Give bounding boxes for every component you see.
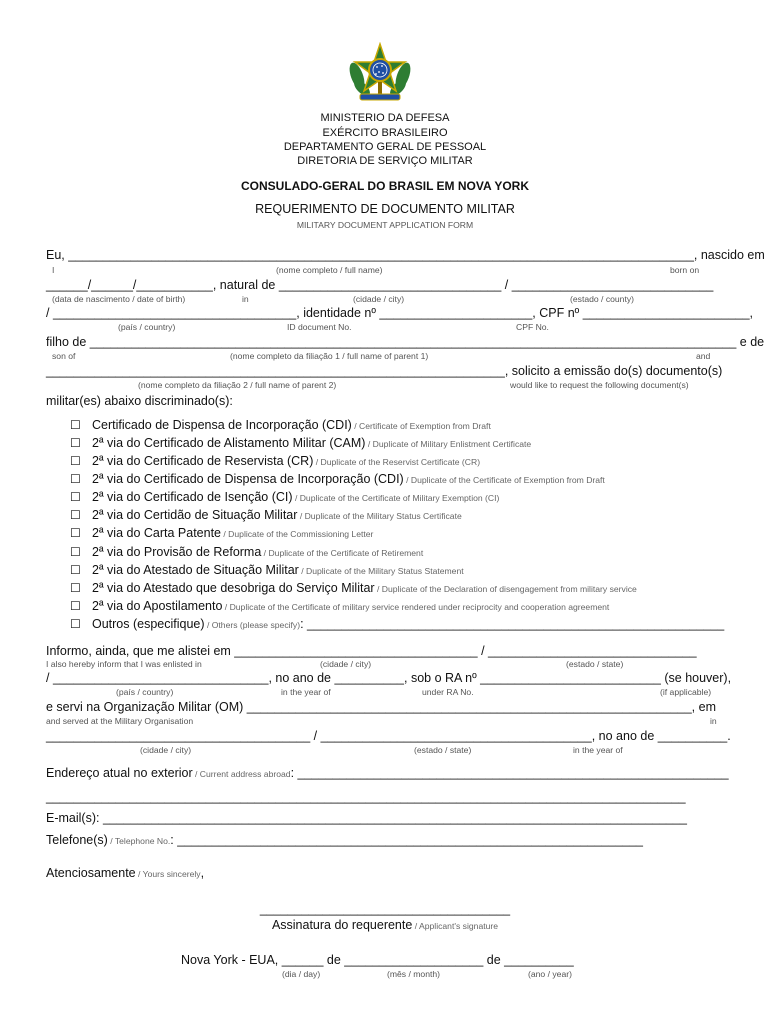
checkbox[interactable]: ☐ [70,545,81,559]
doc-label: Certificado de Dispensa de Incorporação (CDI) [92,418,352,432]
doc-label: 2ª via do Certificado de Reservista (CR) [92,454,314,468]
doc-label: 2ª via do Certificado de Alistamento Militar (CAM) [92,436,366,450]
doc-label-en: / Duplicate of the Certificate of Exemption from Draft [403,475,605,485]
doc-label: 2ª via do Apostilamento [92,599,223,613]
doc-option-apostilamento[interactable] [70,599,609,613]
birth-line[interactable]: ______/______/___________, natural de ________________________________ / _____________________________ [46,278,714,292]
om-location-sub-c: in the year of [573,745,623,755]
checkbox[interactable]: ☐ [70,563,81,577]
request-line: militar(es) abaixo discriminado(s): [46,394,233,408]
consulate-title: CONSULADO-GERAL DO BRASIL EM NOVA YORK [240,179,530,193]
om-location-sub-a: (cidade / city) [140,745,192,755]
enlisted-year-sub-d: (if applicable) [660,687,712,697]
enlisted-line[interactable]: Informo, ainda, que me alistei em ___________________________________ / ______________________________ [46,644,697,658]
doc-label-en: / Certificate of Exemption from Draft [351,421,491,431]
form-title-en: MILITARY DOCUMENT APPLICATION FORM [296,220,474,230]
checkbox[interactable]: ☐ [70,599,81,613]
identity-line[interactable]: / ___________________________________, identidade nº ______________________, CPF nº ________________________, [46,306,754,320]
doc-label-en: / Duplicate of the Military Status Statement [298,566,464,576]
parent1-sub-b: (nome completo da filiação 1 / full name of parent 1) [230,351,429,361]
checkbox[interactable]: ☐ [70,526,81,540]
checkbox[interactable]: ☐ [70,454,81,468]
checkbox[interactable]: ☐ [70,508,81,522]
doc-label-en: / Duplicate of the Reservist Certificate (CR) [313,457,481,467]
sincerely-label-en: / Yours sincerely [135,869,201,879]
parent1-line[interactable]: filho de _____________________________________________________________________________________________ e de [46,335,765,349]
header-line-3: DEPARTAMENTO GERAL DE PESSOAL [283,141,487,153]
doc-option-cr[interactable] [70,454,480,468]
date-line[interactable]: Nova York - EUA, ______ de ____________________ de __________ [181,953,574,967]
phone-label-en: / Telephone No. [107,836,171,846]
om-location-sub-b: (estado / state) [414,745,472,755]
checkbox[interactable]: ☐ [70,617,81,631]
phone-label: Telefone(s) [46,833,108,847]
signature-label: Assinatura do requerente [271,918,413,932]
enlisted-sub-b: (cidade / city) [320,659,372,669]
form-title: REQUERIMENTO DE DOCUMENTO MILITAR [255,202,515,216]
full-name-sub-a: I [52,265,55,275]
doc-option-cdi[interactable] [70,418,491,432]
om-sub-a: and served at the Military Organisation [46,716,194,726]
full-name-sub-b: (nome completo / full name) [276,265,383,275]
header-line-4: DIRETORIA DE SERVIÇO MILITAR [297,155,473,167]
address-label-en: / Current address abroad [192,769,291,779]
checkbox[interactable]: ☐ [70,472,81,486]
om-sub-b: in [710,716,717,726]
parent1-sub-a: son of [52,351,76,361]
doc-option-cam[interactable] [70,436,531,450]
doc-label: 2ª via do Carta Patente [92,526,222,540]
doc-label-en: / Duplicate of the Certificate of Military Exemption (CI) [292,493,500,503]
sincerely-line [46,866,204,880]
enlisted-year-line[interactable]: / _______________________________, no ano de __________, sob o RA nº __________________________ (se houver), [46,671,732,685]
address-line-2[interactable]: ____________________________________________________________________________________________ [46,790,686,804]
signature-label-en: / Applicant's signature [412,921,499,931]
doc-option-cdi-dup[interactable] [70,472,605,486]
identity-sub-b: ID document No. [287,322,352,332]
email-line[interactable]: E-mail(s): ____________________________________________________________________________________ [46,811,687,825]
om-location-line[interactable]: ______________________________________ / _______________________________________, no ano de __________. [46,729,731,743]
doc-label-en: / Duplicate of the Certificate of Retirement [261,548,424,558]
doc-label: 2ª via do Certidão de Situação Militar [92,508,298,522]
date-month-sub: (mês / month) [387,969,441,979]
doc-label-en: / Duplicate of Military Enlistment Certificate [365,439,532,449]
doc-label-en: / Duplicate of the Commissioning Letter [221,529,374,539]
birth-sub-b: in [242,294,249,304]
parent2-sub-b: would like to request the following document(s) [510,380,689,390]
identity-sub-c: CPF No. [516,322,549,332]
phone-line[interactable] [46,833,643,847]
header-line-1: MINISTERIO DA DEFESA [320,112,450,124]
parent1-sub-c: and [696,351,711,361]
doc-option-ci[interactable] [70,490,499,504]
doc-option-carta-patente[interactable] [70,526,373,540]
doc-label-en: / Duplicate of the Certificate of military service rendered under reciprocity and cooperation agreement [222,602,610,612]
full-name-sub-c: born on [670,265,700,275]
others-field[interactable]: : ____________________________________________________________ [300,617,725,631]
checkbox[interactable]: ☐ [70,418,81,432]
doc-label-en: / Duplicate of the Declaration of disengagement from military service [374,584,637,594]
checkbox[interactable]: ☐ [70,490,81,504]
doc-option-desobriga[interactable] [70,581,637,595]
doc-label: 2ª via do Atestado que desobriga do Serviço Militar [92,581,375,595]
doc-option-reforma[interactable] [70,545,423,559]
checkbox[interactable]: ☐ [70,581,81,595]
enlisted-sub-c: (estado / state) [566,659,624,669]
enlisted-year-sub-b: in the year of [281,687,331,697]
address-line[interactable] [46,766,729,780]
sincerely-label: Atenciosamente [46,866,136,880]
birth-sub-a: (data de nascimento / date of birth) [52,294,186,304]
signature-caption [0,918,770,932]
doc-option-atestado-situacao[interactable] [70,563,464,577]
parent2-line[interactable]: __________________________________________________________________, solicito a emissão do(s) documento(s) [46,364,723,378]
om-line[interactable]: e servi na Organização Militar (OM) ________________________________________________________________, em [46,700,716,714]
doc-label: 2ª via do Atestado de Situação Militar [92,563,299,577]
checkbox[interactable]: ☐ [70,436,81,450]
doc-option-certidao[interactable] [70,508,462,522]
address-field[interactable]: : ______________________________________________________________ [290,766,729,780]
enlisted-sub-a: I also hereby inform that I was enlisted in [46,659,202,669]
doc-label-en: / Duplicate of the Military Status Certificate [297,511,462,521]
header-line-2: EXÉRCITO BRASILEIRO [322,127,448,139]
enlisted-year-sub-c: under RA No. [422,687,474,697]
signature-line[interactable]: ____________________________________ [259,902,511,916]
phone-field[interactable]: : ___________________________________________________________________ [170,833,644,847]
doc-option-outros[interactable] [70,617,724,631]
coat-of-arms-emblem [348,42,412,104]
doc-label: 2ª via do Provisão de Reforma [92,545,262,559]
doc-label: 2ª via do Certificado de Dispensa de Incorporação (CDI) [92,472,404,486]
doc-label: Outros (especifique) [92,617,205,631]
full-name-line[interactable]: Eu, __________________________________________________________________________________________, nascido em [46,248,765,262]
sincerely-comma: , [200,866,205,880]
enlisted-year-sub-a: (país / country) [116,687,174,697]
parent2-sub-a: (nome completo da filiação 2 / full name of parent 2) [138,380,337,390]
birth-sub-c: (cidade / city) [353,294,405,304]
address-label: Endereço atual no exterior [46,766,193,780]
birth-sub-d: (estado / county) [570,294,635,304]
identity-sub-a: (país / country) [118,322,176,332]
doc-label: 2ª via do Certificado de Isenção (CI) [92,490,293,504]
date-day-sub: (dia / day) [282,969,321,979]
doc-label-en: / Others (please specify) [204,620,301,630]
date-year-sub: (ano / year) [528,969,572,979]
